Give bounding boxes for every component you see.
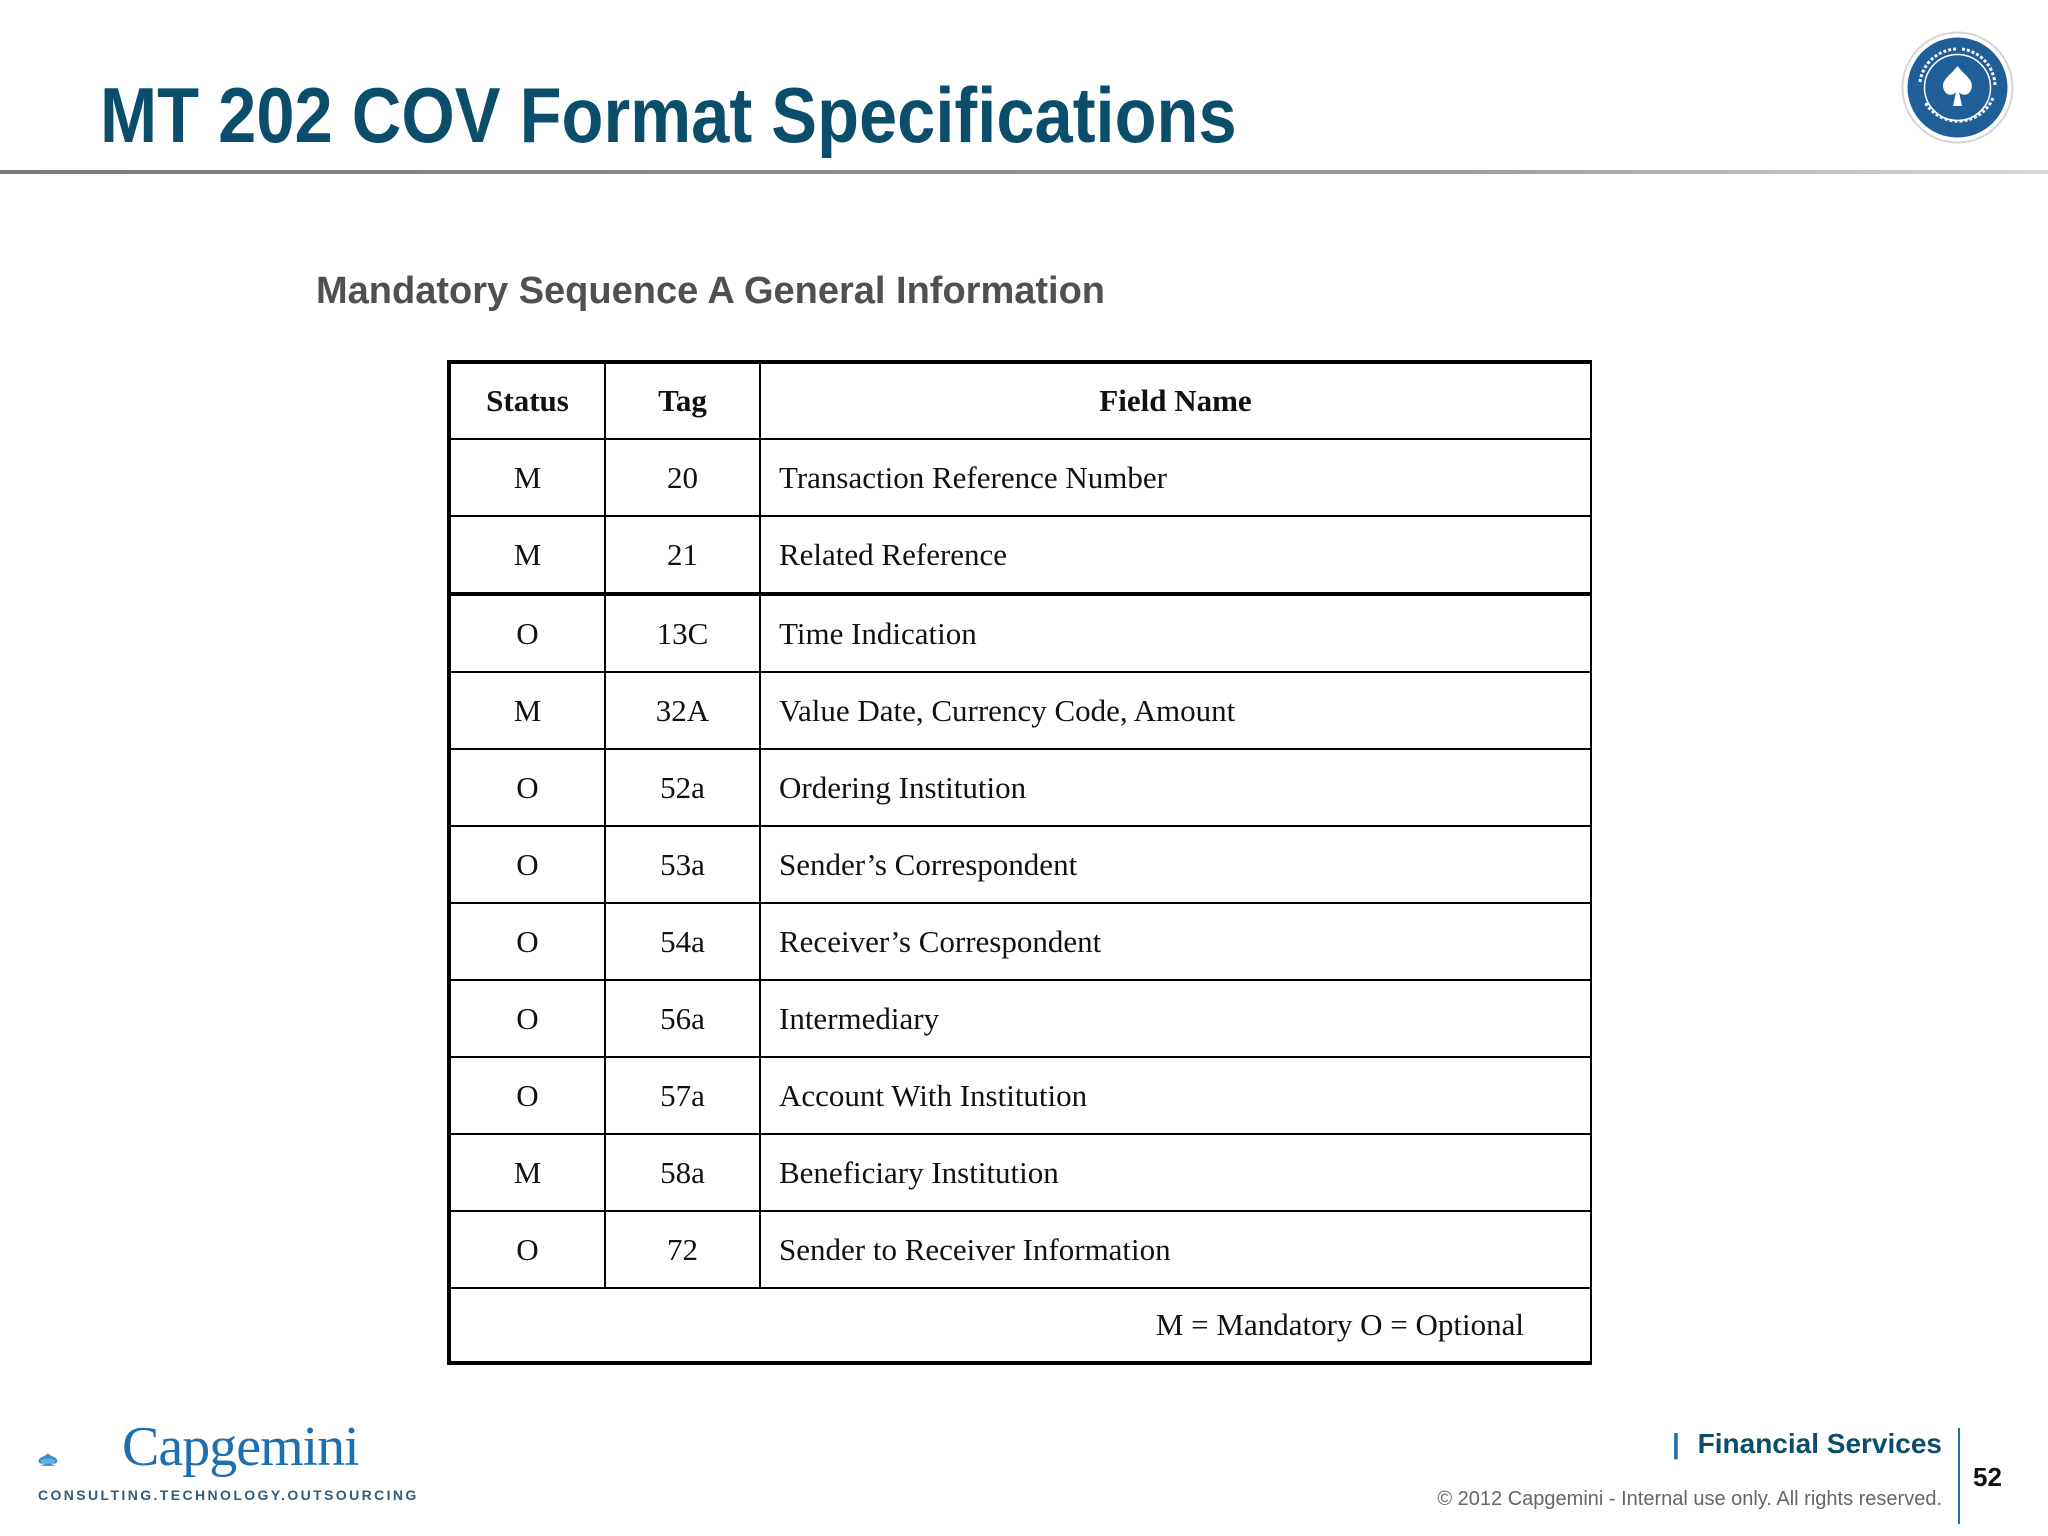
table-row xyxy=(449,1134,1591,1211)
table-row xyxy=(449,903,1591,980)
field-name-cell: Value Date, Currency Code, Amount xyxy=(760,672,1591,749)
tag-cell: 52a xyxy=(605,749,760,826)
table-row xyxy=(449,594,1591,672)
table-row xyxy=(449,826,1591,903)
field-name-cell: Transaction Reference Number xyxy=(760,439,1591,516)
status-cell: O xyxy=(449,749,605,826)
tag-cell: 72 xyxy=(605,1211,760,1288)
status-cell: M xyxy=(449,439,605,516)
table-row xyxy=(449,439,1591,516)
status-cell: M xyxy=(449,516,605,594)
table-row xyxy=(449,1057,1591,1134)
column-header-status: Status xyxy=(449,362,605,439)
collaborative-business-experience-seal-icon xyxy=(1900,30,2015,145)
field-specification-table xyxy=(447,360,1592,1365)
section-heading: Mandatory Sequence A General Information xyxy=(316,270,1106,312)
footer-divider xyxy=(1958,1428,1960,1524)
field-name-cell: Related Reference xyxy=(760,516,1591,594)
tag-cell: 56a xyxy=(605,980,760,1057)
field-name-cell: Sender to Receiver Information xyxy=(760,1211,1591,1288)
field-name-cell: Ordering Institution xyxy=(760,749,1591,826)
copyright-notice: © 2012 Capgemini - Internal use only. All rights reserved. xyxy=(1437,1488,1942,1510)
field-name-cell: Receiver’s Correspondent xyxy=(760,903,1591,980)
brand-name: Capgemini xyxy=(122,1416,359,1478)
status-cell: O xyxy=(449,1057,605,1134)
tag-cell: 20 xyxy=(605,439,760,516)
page-number: 52 xyxy=(1973,1462,2002,1492)
tag-cell: 32A xyxy=(605,672,760,749)
status-cell: O xyxy=(449,826,605,903)
tag-cell: 54a xyxy=(605,903,760,980)
table-row xyxy=(449,980,1591,1057)
status-cell: M xyxy=(449,672,605,749)
table-legend-row xyxy=(449,1288,1591,1363)
status-cell: O xyxy=(449,594,605,672)
table-row xyxy=(449,672,1591,749)
column-header-tag: Tag xyxy=(605,362,760,439)
field-name-cell: Account With Institution xyxy=(760,1057,1591,1134)
status-cell: O xyxy=(449,903,605,980)
column-header-field-name: Field Name xyxy=(760,362,1591,439)
tag-cell: 13C xyxy=(605,594,760,672)
table-row xyxy=(449,749,1591,826)
tag-cell: 58a xyxy=(605,1134,760,1211)
tag-cell: 21 xyxy=(605,516,760,594)
field-name-cell: Time Indication xyxy=(760,594,1591,672)
tag-cell: 57a xyxy=(605,1057,760,1134)
status-legend: M = Mandatory O = Optional xyxy=(449,1288,1591,1363)
field-name-cell: Beneficiary Institution xyxy=(760,1134,1591,1211)
slide-title: MT 202 COV Format Specifications xyxy=(100,71,1237,159)
table-header-row xyxy=(449,362,1591,439)
title-divider xyxy=(0,170,2048,174)
table-row xyxy=(449,1211,1591,1288)
table-row xyxy=(449,516,1591,594)
brand-tagline: CONSULTING.TECHNOLOGY.OUTSOURCING xyxy=(38,1487,419,1503)
tag-cell: 53a xyxy=(605,826,760,903)
division-separator: | xyxy=(1672,1428,1680,1459)
division-name: Financial Services xyxy=(1697,1428,1942,1459)
field-name-cell: Sender’s Correspondent xyxy=(760,826,1591,903)
status-cell: O xyxy=(449,980,605,1057)
status-cell: O xyxy=(449,1211,605,1288)
field-name-cell: Intermediary xyxy=(760,980,1591,1057)
status-cell: M xyxy=(449,1134,605,1211)
